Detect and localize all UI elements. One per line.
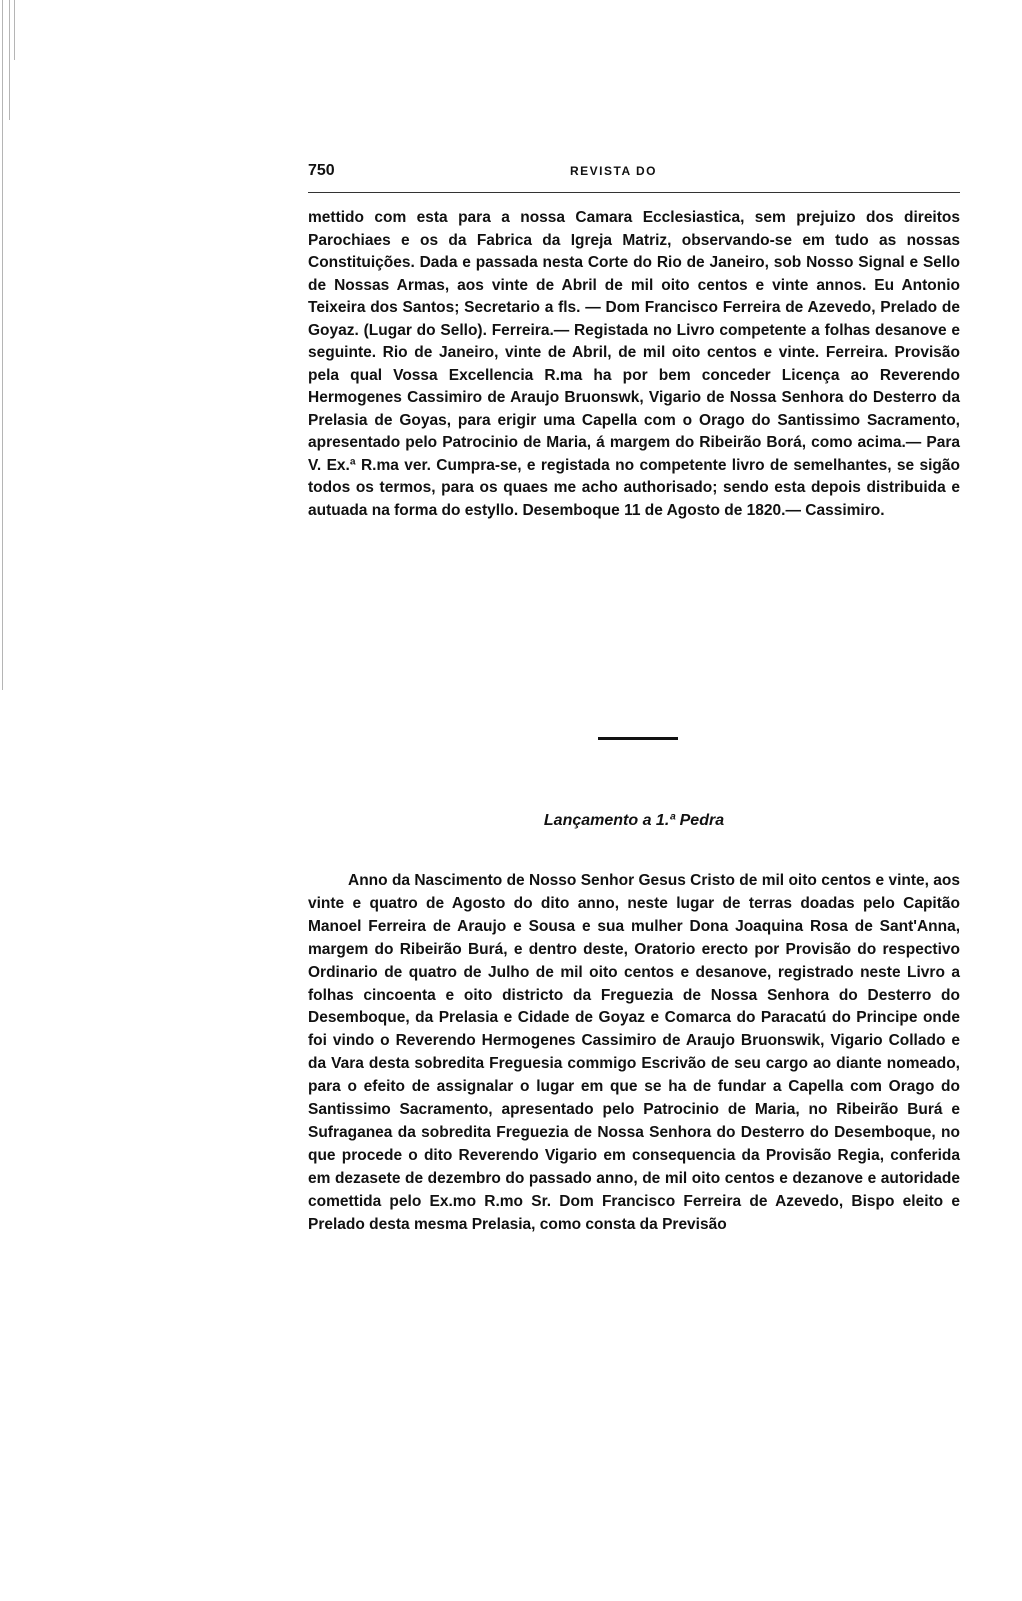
scan-margin	[0, 0, 18, 1601]
section-paragraph: Anno da Nascimento de Nosso Senhor Gesus Cristo de mil oito centos e vinte, aos vinte e quatro de Agosto do dito anno, neste lugar de terras doadas pelo Capitão Manoel Ferreira de Araujo e Sousa e sua mulher Dona Joaquina Rosa de Sant'Anna, margem do Ribeirão Burá, e dentro deste, Oratorio erecto por Provisão do respectivo Ordinario de quatro de Julho de mil oito centos e desanove, registrado neste Livro a folhas cincoenta e oito districto da Freguezia de Nossa Senhora do Desterro do Desemboque, da Prelasia e Cidade de Goyaz e Comarca do Paracatú do Principe onde foi vindo o Reverendo Hermogenes Cassimiro de Araujo Bruonswik, Vigario Collado e da Vara desta sobredita Freguesia commigo Escrivão de seu cargo ao diante nomeado, para o efeito de assignalar o lugar em que se ha de fundar a Capella com Orago do Santissimo Sacramento, apresentado pelo Patrocinio de Maria, no Ribeirão Burá e Sufraganea da sobredita Freguezia de Nossa Senhora do Desterro do Desemboque, no que procede o dito Reverendo Vigario em consequencia da Provisão Regia, conferida em dezasete de dezembro do passado anno, de mil oito centos e dezanove e autoridade comettida pelo Ex.mo R.mo Sr. Dom Francisco Ferreira de Azevedo, Bispo eleito e Prelado desta mesma Prelasia, como consta da Previsão	[308, 872, 960, 1233]
section-divider	[598, 737, 678, 740]
body-paragraph: mettido com esta para a nossa Camara Ecclesiastica, sem prejuizo dos direitos Parochiaes e os da Fabrica da Igreja Matriz, observando-se em tudo as nossas Constituições. Dada e passada nesta Corte do Rio de Janeiro, sob Nosso Signal e Sello de Nossas Armas, aos vinte de Abril de mil oito centos e vinte annos. Eu Antonio Teixeira dos Santos; Secretario a fls. — Dom Francisco Ferreira de Azevedo, Prelado de Goyaz. (Lugar do Sello). Ferreira.— Registada no Livro competente a folhas desanove e seguinte. Rio de Janeiro, vinte de Abril, de mil oito centos e vinte. Ferreira. Provisão pela qual Vossa Excellencia R.ma ha por bem conceder Licença ao Reverendo Hermogenes Cassimiro de Araujo Bruonswk, Vigario de Nossa Senhora do Desterro da Prelasia de Goyas, para erigir uma Capella com o Orago do Santissimo Sacramento, apresentado pelo Patrocinio de Maria, á margem do Ribeirão Borá, como acima.— Para V. Ex.ª R.ma ver. Cumpra-se, e registada no competente livro de semelhantes, se sigão todos os termos, para os quaes me acho authorisado; sendo esta depois distribuida e autuada na forma do estyllo. Desemboque 11 de Agosto de 1820.— Cassimiro.	[308, 209, 960, 519]
book-page	[308, 158, 970, 1233]
section-title: Lançamento a 1.ª Pedra	[543, 812, 725, 829]
scan-edge-line	[2, 0, 3, 690]
scan-edge-line	[14, 0, 15, 60]
running-header	[308, 158, 970, 182]
running-title: REVISTA DO	[570, 164, 658, 178]
page-number: 750	[308, 162, 335, 179]
scan-edge-line	[9, 0, 10, 120]
header-rule	[308, 192, 960, 193]
